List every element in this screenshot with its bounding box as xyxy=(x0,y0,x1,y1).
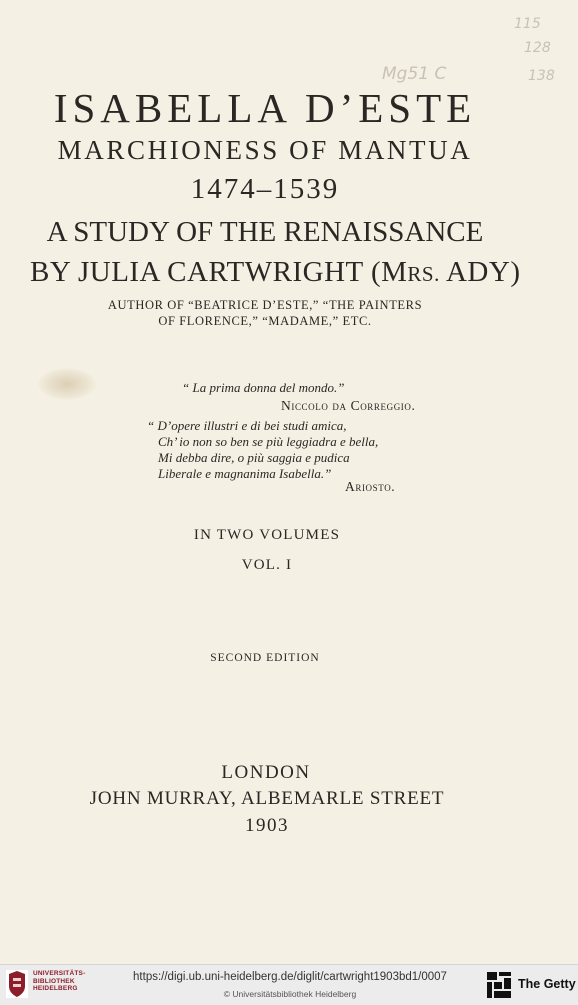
pencil-shelfmark: Mg51 C xyxy=(382,64,447,84)
author-line xyxy=(30,256,521,289)
pencil-number-3: 138 xyxy=(528,68,555,84)
book-study-line: A STUDY OF THE RENAISSANCE xyxy=(46,216,484,248)
imprint-city: LONDON xyxy=(221,762,311,783)
author-works-line-2: OF FLORENCE,” “MADAME,” ETC. xyxy=(158,314,372,328)
book-years: 1474–1539 xyxy=(190,173,340,205)
pencil-number-2: 128 xyxy=(524,40,551,56)
library-name-line-3: HEIDELBERG xyxy=(33,985,78,992)
author-works-line-1: AUTHOR OF “BEATRICE D’ESTE,” “THE PAINTERS xyxy=(107,298,423,312)
volume-number: VOL. I xyxy=(241,557,293,573)
epigraph-second-line-2: Ch’ io non so ben se più leggiadra e bella, xyxy=(158,434,379,449)
epigraph-second-line-3: Mi debba dire, o più saggia e pudica xyxy=(158,450,350,465)
library-name-line-2: BIBLIOTHEK xyxy=(33,977,75,985)
getty-logo-icon[interactable] xyxy=(486,971,512,999)
epigraph-second-attribution: Ariosto. xyxy=(345,479,396,494)
getty-partner-name[interactable]: The Getty xyxy=(518,977,576,991)
author-title-small: RS. xyxy=(407,262,440,286)
epigraph-first-quote: “ La prima donna del mondo.” xyxy=(182,380,345,395)
book-subtitle: MARCHIONESS OF MANTUA xyxy=(57,135,473,165)
book-title: ISABELLA D’ESTE xyxy=(53,85,477,131)
epigraph-second-line-1: “ D’opere illustri e di bei studi amica, xyxy=(147,418,347,433)
edition-line: SECOND EDITION xyxy=(210,652,320,664)
university-library-name[interactable] xyxy=(33,970,85,993)
author-suffix: ADY) xyxy=(439,256,521,288)
epigraph-first-attribution: Niccolo da Correggio. xyxy=(281,398,416,413)
epigraph-second-line-4: Liberale e magnanima Isabella.” xyxy=(158,466,332,481)
imprint-year: 1903 xyxy=(245,815,289,836)
author-prefix: BY JULIA CARTWRIGHT (M xyxy=(30,256,408,288)
copyright-notice: © Universitätsbibliothek Heidelberg xyxy=(223,989,357,999)
library-name-line-1: UNIVERSITÄTS- xyxy=(33,970,86,977)
footer-bar xyxy=(0,964,578,1005)
paper-stain xyxy=(38,368,96,400)
imprint-publisher: JOHN MURRAY, ALBEMARLE STREET xyxy=(89,788,445,809)
pencil-number-1: 115 xyxy=(514,16,541,32)
volumes-count: IN TWO VOLUMES xyxy=(193,527,341,543)
author-works xyxy=(60,297,470,329)
university-library-logo-icon[interactable] xyxy=(6,970,28,998)
permalink-url[interactable]: https://digi.ub.uni-heidelberg.de/diglit/cartwright1903bd1/0007 xyxy=(133,971,447,983)
